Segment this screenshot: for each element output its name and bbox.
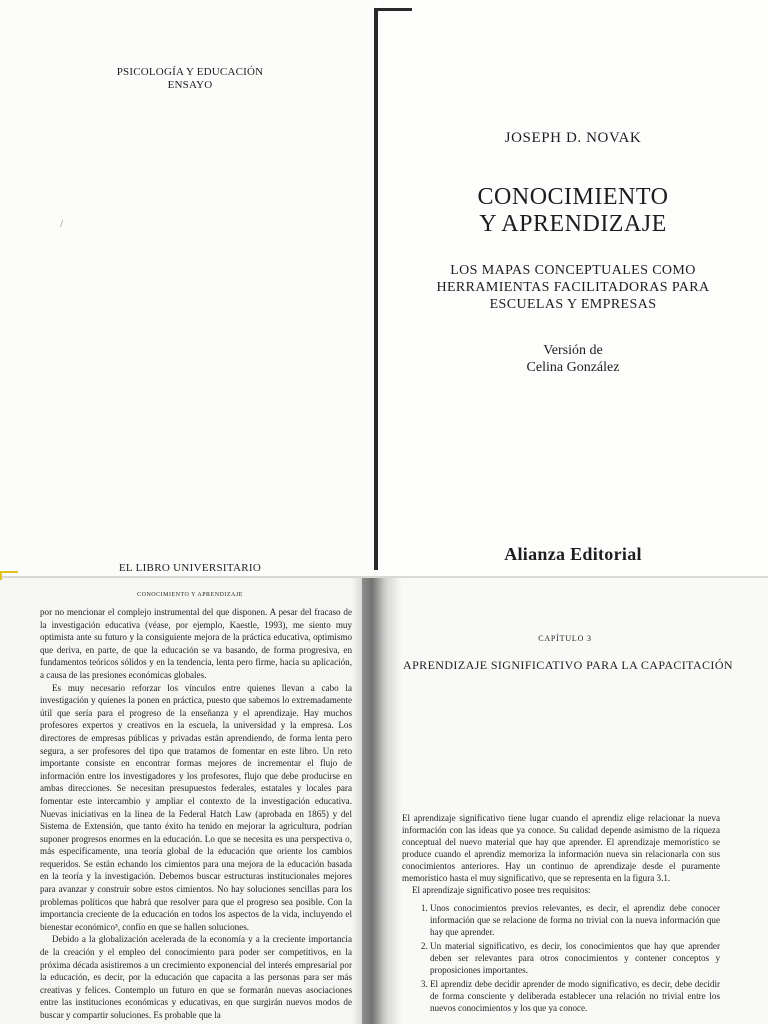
book-title: [378, 184, 768, 238]
list-item: 2. Un material significativo, es decir, los conocimientos que hay que aprender deben ser relevantes para otros conocimientos y contener conceptos y proposiciones importantes.: [430, 940, 720, 976]
chapter-title: APRENDIZAJE SIGNIFICATIVO PARA LA CAPACITACIÓN: [403, 658, 733, 672]
translator-credit: [378, 342, 768, 376]
paragraph: Debido a la globalización acelerada de la economía y a la creciente importancia de la creación y el empleo del conocimiento para poder ser competitivos, en la próxima década asistiremos a un crecimiento exponencial del interés empresarial por la educación, es decir, por la educación que capacita a las personas para ser más creativas y felices. Contemplo un futuro en que se formarán nuevas asociaciones entre las instituciones económicas y educativas, en que surgirán nuevos modos de buscar y compartir soluciones. Es probable que la: [40, 934, 352, 1020]
list-item: 3. El aprendiz debe decidir aprender de modo significativo, es decir, debe decidir de forma consciente y deliberada establecer una relación no trivial entre los nuevos conocimientos y los que ya conoce.: [430, 978, 720, 1014]
author-name: JOSEPH D. NOVAK: [504, 130, 642, 146]
title-line: Y APRENDIZAJE: [479, 211, 667, 237]
paragraph: El aprendizaje significativo tiene lugar cuando el aprendiz elige relacionar la nueva información con las ideas que ya conoce. Su calidad depende asimismo de la riqueza conceptual del nuevo material que hay que aprender. El aprendizaje memorístico se produce cuando el aprendiz memoriza la información nueva sin relacionarla con sus conocimientos anteriores. Hay un continuo de aprendizaje desde el puramente memorístico hasta el muy significativo, que se representa en la figura 3.1.: [402, 813, 720, 883]
paragraph: por no mencionar el complejo instrumental del que disponen. A pesar del fracaso de la investigación educativa (véase, por ejemplo, Kaestle, 1993), me siento muy optimista ante su futuro y la consiguiente mejora de la práctica educativa, optimismo que deriva, en parte, de que la educación se va basando, de forma progresiva, en fundamentos teóricos sólidos y en la tendencia, lenta pero firme, hacia su aplicación, a causa de las presiones económicas globales.: [40, 607, 352, 680]
body-text: [402, 812, 720, 1016]
book-spine-shadow: [374, 8, 378, 570]
text-page-left: [0, 578, 362, 1024]
book-subtitle: [378, 262, 768, 313]
title-page: [378, 0, 768, 578]
page-curl-shadow: [362, 578, 402, 1024]
publisher-name: Alianza Editorial: [504, 544, 642, 564]
spine-edge: [374, 8, 412, 11]
series-subline: ENSAYO: [167, 79, 213, 91]
list-item: 1. Unos conocimientos previos relevantes, es decir, el aprendiz debe conocer información que se relacione de forma no trivial con la nueva información que hay que aprender.: [430, 902, 720, 938]
pencil-mark: /: [60, 218, 64, 230]
title-line: CONOCIMIENTO: [477, 184, 669, 210]
translation-label: Versión de: [543, 343, 603, 358]
series-name: [40, 66, 340, 92]
requirements-list: [402, 902, 720, 1014]
body-text: [40, 606, 352, 1022]
publisher-series: EL LIBRO UNIVERSITARIO: [118, 562, 262, 574]
chapter-opening-page: [362, 578, 768, 1024]
paragraph: Es muy necesario reforzar los vínculos entre quienes llevan a cabo la investigación y quienes la ponen en práctica, puesto que sabemos lo extremadamente útil que sería para el progreso de la enseñanza y el aprendizaje. Hay muchos profesores expertos y creativos en la escuela, la universidad y la empresa. Los directores de empresas públicas y privadas están aprendiendo, de forma lenta pero segura, a ser profesores del tipo que tratamos de fomentar en este libro. Un reto importante consiste en encontrar formas mejores de incrementar el flujo de información entre los investigadores y los profesores, flujo que debe producirse en ambas direcciones. Se necesitan presupuestos federales, estatales y locales para fomentar este intercambio y ampliar el contexto de la investigación educativa. Nuevas iniciativas en la línea de la Federal Hatch Law (aprobada en 1865) y del Sistema de Extensión, que tanto éxito ha tenido en mejorar la agricultura, podrían suponer progresos enormes en la educación. Lo que se necesita es una perspectiva o, más específicamente, una teoría global de la educación que oriente los cambios requeridos. Se están echando los cimientos para una mejora de la educación basada en la teoría y la investigación. Debemos buscar estructuras institucionales mejores para avanzar y construir sobre estos cimientos. No hay soluciones sencillas para los problemas políticos que habrá que resolver para que el progreso sea posible. Con la importancia creciente de la educación en todos los aspectos de la vida, incluyendo el bienestar económico³, confío en que se hallen soluciones.: [40, 682, 352, 932]
highlighter-mark: [0, 571, 18, 580]
subtitle-line: ESCUELAS Y EMPRESAS: [489, 297, 657, 312]
chapter-number: CAPÍTULO 3: [538, 634, 592, 643]
subtitle-line: LOS MAPAS CONCEPTUALES COMO: [450, 263, 696, 278]
series-line: PSICOLOGÍA Y EDUCACIÓN: [116, 66, 264, 78]
paragraph: El aprendizaje significativo posee tres requisitos:: [412, 885, 591, 895]
half-title-page: [0, 0, 376, 578]
running-head: CONOCIMIENTO Y APRENDIZAJE: [137, 592, 243, 598]
translator-name: Celina González: [526, 360, 620, 375]
subtitle-line: HERRAMIENTAS FACILITADORAS PARA: [436, 280, 710, 295]
